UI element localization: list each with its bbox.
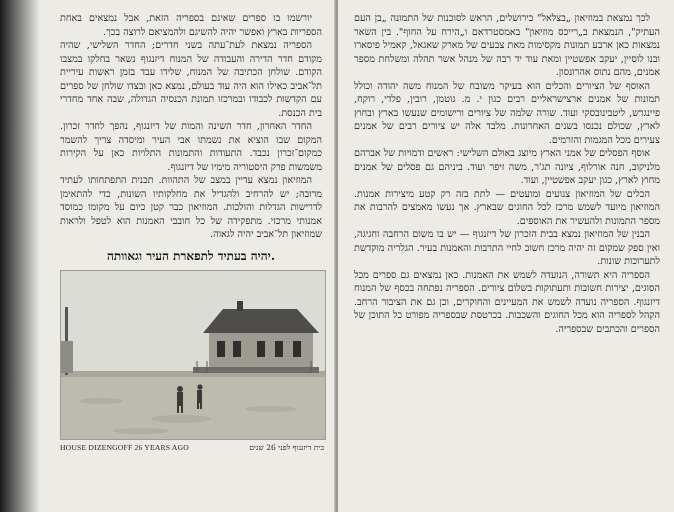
page-edge-shadow [0,0,40,512]
left-page [0,0,336,512]
right-page [338,0,674,512]
paragraph: החדר האחרון, חדר השינה והמות של דיזנגוף, נהפך לחדר זכרון. המקום שבו הוציא את נשמתו אבי העיר ומיסדה צריך להשמר כמקום־זכרון נכבד. התעודות והתמונות התלויות כאן על הקירות משמשות פרק היסטוריה מימיו של דיזנגוף. [60,121,322,173]
left-page-text [60,12,322,242]
paragraph: הספריה נמצאת לעת־עתה בשני חדרים; החדר השלישי, שהיה מקודם חדר הדירה והעבודה של המנוח דיזנגוף נשאר בחלקו במצבו הקודם. שולחן הכתיבה של המנוח, שלידו עבד בזמן ראשות עיריית תל־אביב כאילו הוא היה עוד בעולם, נמצא כאן ובצדו שולחן של ספרים עם הקדשות לכבודו ובמרכזו תמונת הכנסיה הגדולה, שבה אחד מחדרי בית הכנסת. [60,40,322,119]
paragraph: הבנין של המוזיאון נמצא בבית הזכרון של דיזנגוף — יש בו משום הרחבה וחגיגה, ואין ספק שמקום זה יהיה מרכז חשוב לחיי התרבות והאמנות בעיר. הגלריה מוקדשת לתערוכות שונות. [354,229,660,267]
house-photo-illustration [61,271,325,439]
paragraph: האוסף של הציורים והכלים הוא בעיקר משובח של המנוח משה יהודה וכולל תמונות של אמנים ארצישראליים רבים כגון י. מ. גוטמן, רובין, פלדי, רוקח, פיינגרש, ליטבינובסקי ועוד. שורה שלמה של ציורים ורישומים שנעשו בארץ ובחוץ לארץ, שכולם נכנסו בשנים האחרונות. מלבד אלה יש ציורים רבים של אמנים צעירים מכל המגמות והזרמים. [354,80,660,146]
slogan-heading: .יהיה בעתיד לתפארת העיר וגאוותה [106,248,275,263]
paragraph: המוזיאון נמצא עדיין במצב של התהוות. תכנית התפתחותו לעתיד מרובה; יש להרחיב ולהגדיל את מחלקותיו השונות, כדי להתאימן לדרישות הגדלות והולכות. המוזיאון כבר קטן כיום על מקומו כמוסד אמנותי מרכזי. מתפקידה של כל חובבי האמנות הוא לטפל ולראות שמוזיאון תל־אביב יהיה לגאוה. [60,175,322,240]
paragraph: יורשמו בו ספרים שאינם בספריה הזאת, אבל נמצאים באחת הספריות בארץ ואפשר יהיה להשיגם ולהמציאם לרוצה בכך. [60,13,322,38]
paragraph: הספריה היא תשורה, הנועדה לשמש את האמנות. כאן נמצאים גם ספרים מכל הסוגים, יצירות חשובות ותעתוקות בשלום ציורים. הספריה נפתחה בכסף של המנוח דיזנגוף. הספריה נועדה לשמש את המעיינים והחוקרים, וכן גם את הציבור הרחב. הקהל לספריה הוא מכל החוגים והשכבות. בכרטסת שבספריה מפורט כל התוכן של הספרים והכתבים שבספריה. [354,269,660,335]
right-page-text [354,12,660,336]
caption-hebrew: בית דיזנגוף לפני 26 שנים [249,442,324,452]
caption-english: HOUSE DIZENGOFF 26 YEARS AGO [60,442,189,452]
house-photo [60,270,326,440]
photo-caption [60,443,324,452]
paragraph: הכלים של המוזיאון צנועים ומועטים — לתת בזה רק קטע מיצירות אמנות. המוזיאון מיועד לשמש מרכז לכל החוגים שבארץ. אך נעשו מאמצים להרבות את מספר התמונות ולהעשיר את האוספים. [354,188,660,227]
paragraph: לכך נמצאת במוזיאון „בצלאל" בירושלים, הראש לסוכנות של התמונה „בן העם העתיק", הנמצאת ב„רייכס מוזיאון" באמסטרדאם ו„הירח על החוף". בין השאר נמצאות כאן ארבע תמונות מקסימות מאת צבעים של מארק שאגאל, קאמיל פיסארו ובנו לוסיין, יעקב אפשטיין ומאת עוד יד רבה של מנהל אשר תהלה ומשלחת מספר אמנים, מהם נתוס אהרונסון. [354,13,660,78]
paragraph: אוסף הפסלים של אמני הארץ מיוצג באולם השלישי: ראשים ודמויות של אברהם מלניקוב, חנה אורלוף, ציונה תג'ר, משה זיפר ועוד. ביניהם גם פסלים של אמנים מחוץ לארץ, כגון יעקב אפשטיין, ועוד. [354,148,660,186]
